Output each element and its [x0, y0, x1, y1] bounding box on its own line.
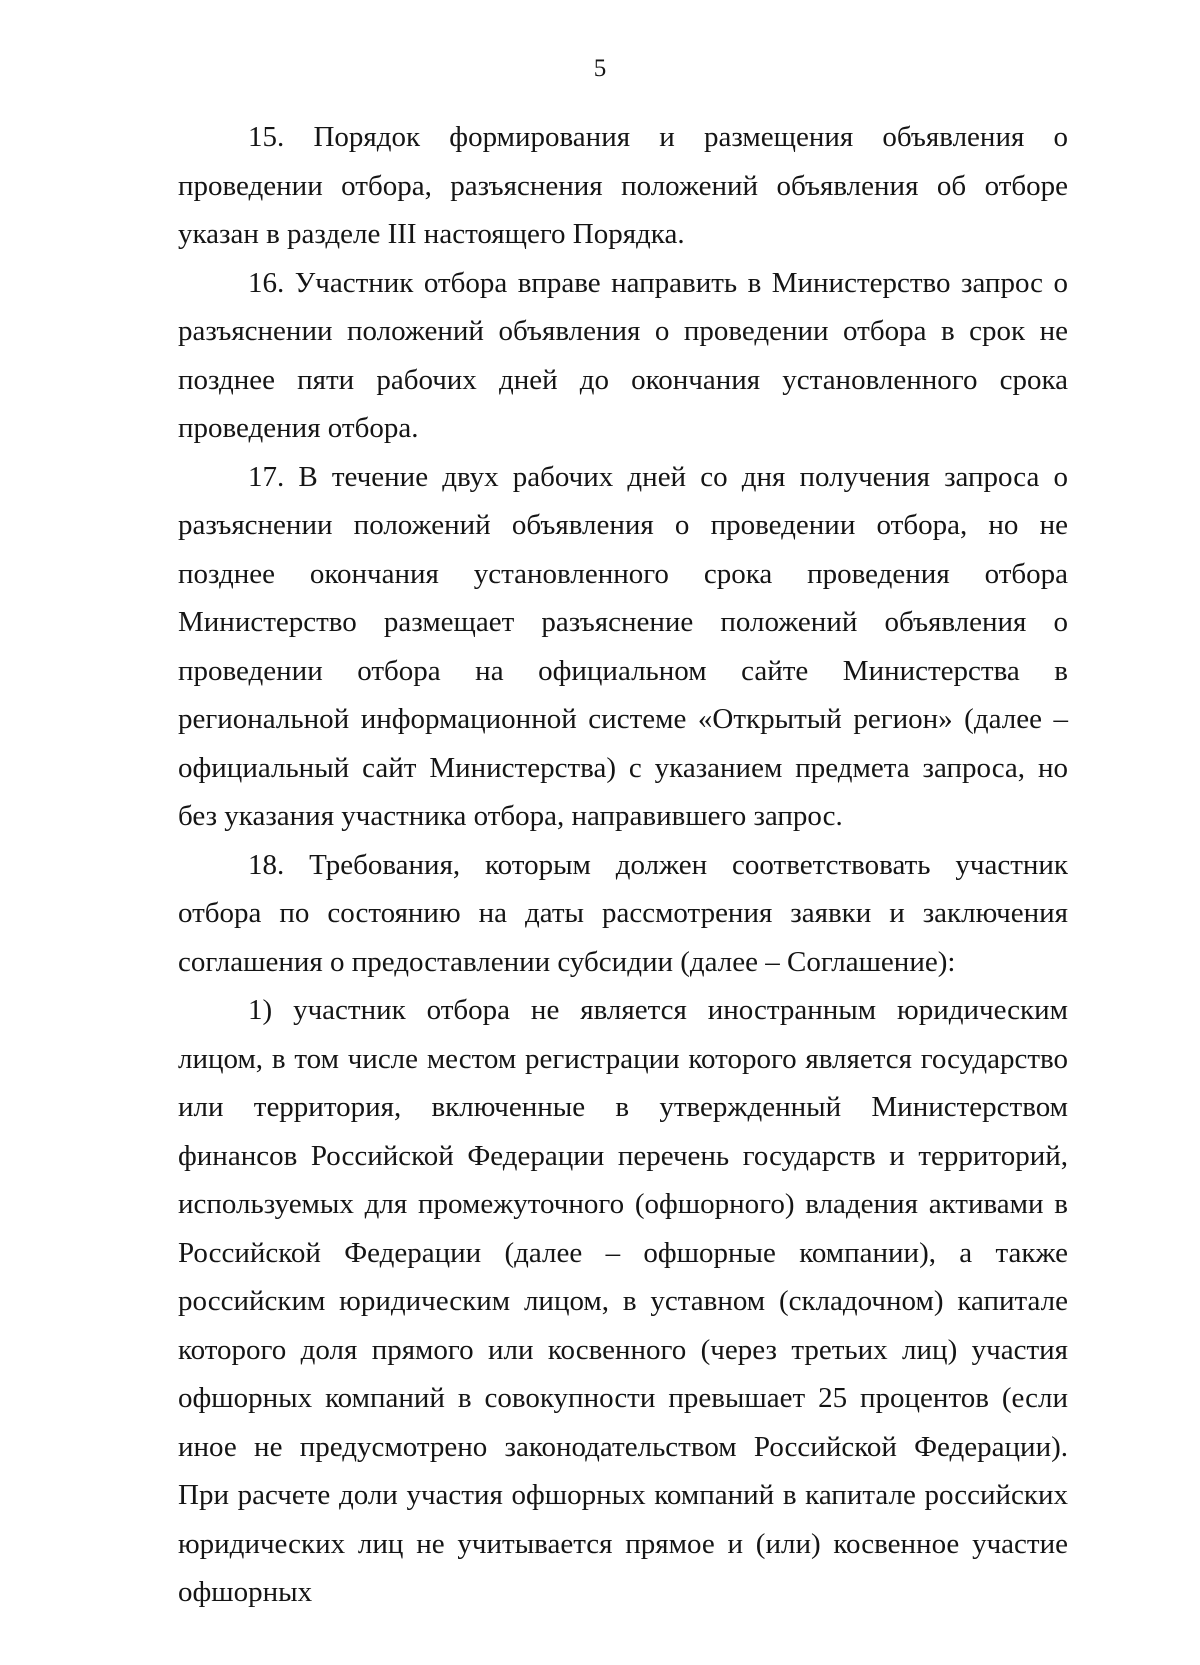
paragraph-18: 18. Требования, которым должен соответствовать участник отбора по состоянию на даты рассмотрения заявки и заключения соглашения о предоставлении субсидии (далее – Соглашение):: [178, 848, 1068, 978]
paragraph-15: 15. Порядок формирования и размещения объявления о проведении отбора, разъяснения положений объявления об отборе указан в разделе III настоящего Порядка.: [178, 121, 1068, 250]
paragraph-17: 17. В течение двух рабочих дней со дня получения запроса о разъяснении положений объявления о проведении отбора, но не позднее окончания установленного срока проведения отбора Министерство размещает разъяснение положений объявления о проведении отбора на официальном сайте Министерства в региональной информационной системе «Открытый регион» (далее – официальный сайт Министерства) с указанием предмета запроса, но без указания участника отбора, направившего запрос.: [178, 460, 1068, 832]
paragraph-18-item-1: 1) участник отбора не является иностранным юридическим лицом, в том числе местом регистрации которого является государство или территория, включенные в утвержденный Министерством финансов Российской Федерации перечень государств и территорий, используемых для промежуточного (офшорного) владения активами в Российской Федерации (далее – офшорные компании), а также российским юридическим лицом, в уставном (складочном) капитале которого доля прямого или косвенного (через третьих лиц) участия офшорных компаний в совокупности превышает 25 процентов (если иное не предусмотрено законодательством Российской Федерации). При расчете доли участия офшорных компаний в капитале российских юридических лиц не учитывается прямое и (или) косвенное участие офшорных: [178, 994, 1068, 1608]
page-number: 5: [593, 55, 607, 82]
document-body: [178, 113, 1068, 1617]
paragraph-16: 16. Участник отбора вправе направить в Министерство запрос о разъяснении положений объявления о проведении отбора в срок не позднее пяти рабочих дней до окончания установленного срока проведения отбора.: [178, 266, 1068, 444]
